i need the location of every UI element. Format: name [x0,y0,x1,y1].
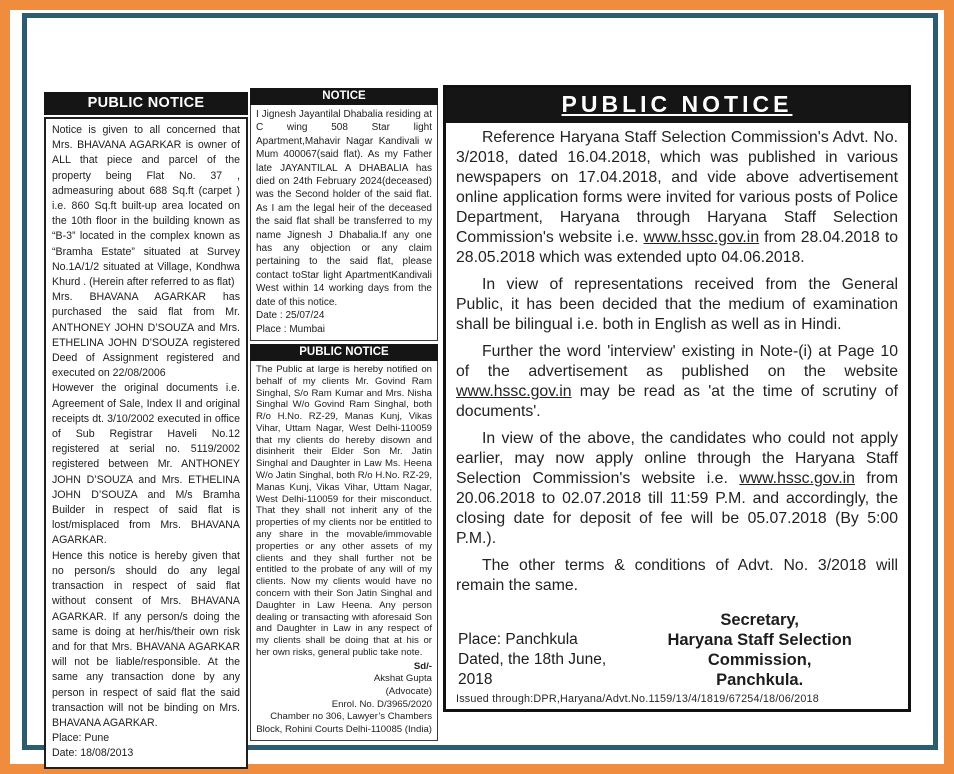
middle-notice-1-title: NOTICE [250,88,438,105]
right-notice-title-bar [446,88,908,123]
paragraph-4-text-cont: from 20.06.2018 to 02.07.2018 till 11:59 P.M. and accordingly, the closing date for deposit of fee will be 05.07.2018 (By 5:00 P.M.). [456,470,898,547]
hssc-website-url: www.hssc.gov.in [643,229,760,246]
right-notice-place-date [458,630,627,690]
public-notice-singhal [250,344,438,741]
signature-commission: Haryana Staff Selection Commission, [667,631,852,670]
right-notice-title: PUBLIC NOTICE [561,91,793,117]
right-notice-paragraph-4 [456,429,898,549]
right-notice-footer [456,610,898,691]
signature-sd: Sd/- [413,660,432,672]
hssc-website-url: www.hssc.gov.in [739,470,855,487]
right-notice-paragraph-2: In view of representations received from the General Public, it has been decided that the medium of examination shall be bilingual i.e. both in English as well as in Hindi. [456,276,898,333]
signature-enrol: Enrol. No. D/3965/2020 [331,698,432,710]
left-notice-place: Place: Pune [52,732,110,745]
right-notice-date: Dated, the 18th June, 2018 [458,651,607,689]
signature-role: (Advocate) [385,686,432,698]
signature-address-1: Chamber no 306, Lawyer’s Chambers [270,711,432,723]
right-notice-body [446,123,908,709]
middle-notice-2-body [250,361,438,741]
left-notice-title: PUBLIC NOTICE [44,92,248,115]
notice-dhabalia [250,88,438,341]
signature-secretary: Secretary, [720,611,799,629]
right-notice-paragraph-5: The other terms & conditions of Advt. No. 3/2018 will remain the same. [456,557,898,594]
public-notice-hssc [443,85,911,712]
right-notice-paragraph-1 [456,128,898,268]
right-notice-issued-line: Issued through:DPR,Haryana/Advt.No.1159/13/4/1819/67254/18/06/2018 [456,692,819,705]
paragraph-1-text: Reference Haryana Staff Selection Commission's Advt. No. 3/2018, dated 16.04.2018, which was published in various newspapers on 17.04.2018, and vide above advertisement online application forms were invited for various posts of Police Department, Haryana through Haryana Staff Selection Commission's website i.e. [456,129,898,246]
paragraph-3-text-cont: may be read as 'at the time of scrutiny of documents'. [456,383,898,420]
left-notice-paragraph-4: Hence this notice is hereby given that no person/s should do any legal transaction in respect of said flat without consent of Mrs. BHAVANA AGARKAR. If any person/s doing the same is doing at her/his/their own risk and for that Mrs. BHAVANA AGARKAR will not be liable/responsible. At the same any transaction done by any person in respect of said flat the said transaction will not be binding on Mrs. BHAVANA AGARKAR. [52,549,240,729]
signature-panchkula: Panchkula. [716,671,804,690]
signature-name: Akshat Gupta [373,673,432,685]
paragraph-4-text: In view of the above, the candidates who could not apply earlier, may now apply online through the Haryana Staff Selection Commission's website i.e. [456,430,898,487]
left-notice-paragraph-1: Notice is given to all concerned that Mrs. BHAVANA AGARKAR is owner of ALL that piece and parcel of the property being Flat No. 37 , admeasuring about 688 Sq.ft (carpet ) i.e. 860 Sq.ft built-up area located on the 10th floor in the building known as “B-3” located in the complex known as “Bramha Estate” situated at Survey No.1A/1/2 situated at Village, Kondhwa Khurd . (Herein after referred to as flat) [52,124,240,289]
hssc-website-url: www.hssc.gov.in [456,383,572,400]
public-notice-agarkar [44,92,248,769]
left-notice-body [44,117,248,769]
signature-address-2: Block, Rohini Courts Delhi-110085 (India) [256,723,432,735]
left-notice-paragraph-2: Mrs. BHAVANA AGARKAR has purchased the said flat from Mr. ANTHONEY JOHN D’SOUZA and Mrs. ETHELINA JOHN D’SOUZA registered Deed of Assignment registered and executed on 22/08/2006 [52,291,240,380]
middle-notice-2-paragraph: The Public at large is hereby notified on behalf of my clients Mr. Govind Ram Singhal, S/o Ram Kumar and Mrs. Nisha Singhal W/o Govind Ram Singhal, both R/o H.No. RZ-29, Manas Kunj, Vikas Vihar, Uttam Nagar, West Delhi-110059 that my clients do hereby disown and disinherit their Elder Son Mr. Jatin Singhal and Daughter in Law Ms. Heena W/o Jatin Singhal, both R/o H.No. RZ-29, Manas Kunj, Vikas Vihar, Uttam Nagar, West Delhi-110059 for their misconduct. That they shall not inherit any of the properties of my clients nor be entitled to any share in the movable/immovable properties or any other assets of my clients and they shall further not be entitled to the probate of any will of my clients. Now my clients would have no concern with their Son Jatin Singhal and Daughter in Law Heena. Any person dealing or transacting with aforesaid Son and Daughter in Law in any respect of my clients shall be doing that at his or her own risks, general public take note. [256,363,432,659]
middle-notice-1-paragraph: I Jignesh Jayantilal Dhabalia residing at C wing 508 Star light Apartment,Mahavir Nagar Kandivali w Mum 400067(said flat). As my Father late JAYANTILAL A DHABALIA has died on 24th February 2024(deceased) was the Second holder of the said flat. As I am the legal heir of the deceased the said flat shall be transferred to my name Jignesh J Dhabalia.If any one has any objection or any claim pertaining to the said flat, please contact toStar light ApartmentKandivali West within 14 working days from the date of this notice. [256,109,432,308]
left-notice-paragraph-3: However the original documents i.e. Agreement of Sale, Index II and original receipts dt. 3/10/2002 executed in office of Sub Registrar Haveli No.12 registered at serial no. 5119/2002 registered between Mr. ANTHONEY JOHN D’SOUZA and Mrs. ETHELINA JOHN D’SOUZA and M/s Bramha Builder in respect of said flat is lost/misplaced from Mrs. BHAVANA AGARKAR. [52,382,240,547]
paragraph-3-text: Further the word 'interview' existing in Note-(i) at Page 10 of the advertisement as published on the website [456,343,898,380]
middle-notice-2-title: PUBLIC NOTICE [250,344,438,361]
middle-notice-1-body [250,105,438,341]
middle-column [250,88,438,741]
middle-notice-2-signature [256,661,432,737]
middle-notice-1-place: Place : Mumbai [256,323,325,335]
right-notice-signature [627,610,896,691]
right-notice-paragraph-3 [456,342,898,422]
paragraph-1-text-cont: from 28.04.2018 to 28.05.2018 which was extended upto 04.06.2018. [456,229,898,266]
right-notice-place: Place: Panchkula [458,631,578,649]
left-notice-date: Date: 18/08/2013 [52,747,134,760]
middle-notice-1-date: Date : 25/07/24 [256,310,325,322]
